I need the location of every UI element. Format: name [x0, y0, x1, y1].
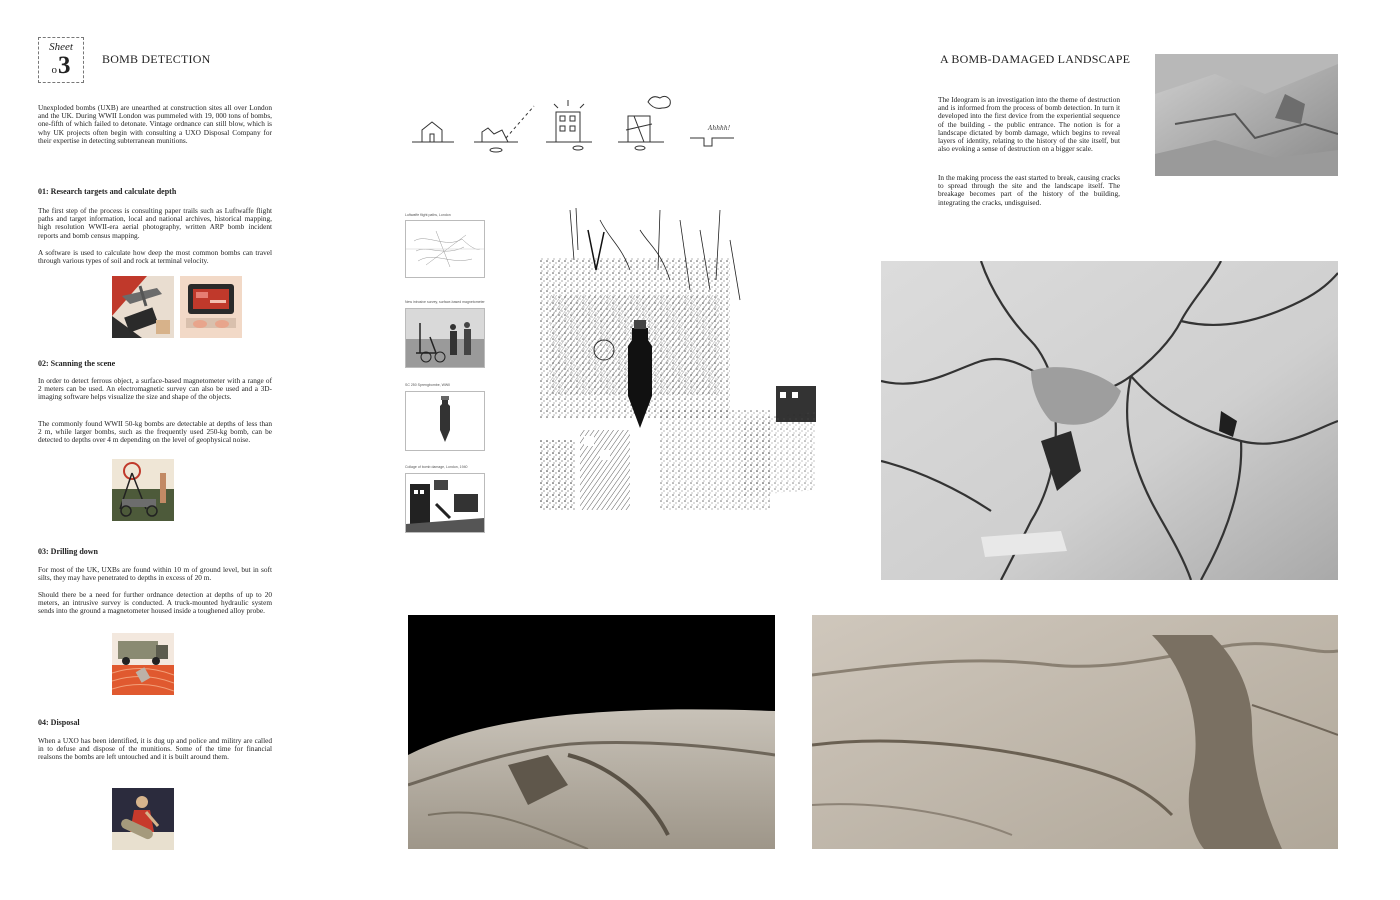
caption-magnetometer: New intrusive survey, surface-based magnetometer [405, 300, 485, 304]
section-2-paragraph-1: In order to detect ferrous object, a surface-based magnetometer with a range of 2 meters can be used. An electromagnetic survey can also be used and a 3D-imaging software helps visualize the size and shape of the objects. [38, 376, 272, 402]
model-photo-cracked-top [881, 261, 1338, 580]
illustration-drilling-truck [112, 633, 174, 695]
section-heading-4: 04: Disposal [38, 718, 80, 727]
model-photo-bottom-left [408, 615, 775, 849]
sheet-label: Sheet [49, 41, 73, 53]
section-heading-1: 01: Research targets and calculate depth [38, 187, 177, 196]
right-paragraph-1: The Ideogram is an investigation into the theme of destruction and is informed from the process of bomb detection. In turn it developed into the first device from the experiential sequence of the building - the public entrance. The notion is for a landscape dictated by bomb damage, which begins to reveal layers of identity, relating to the history of the site itself, but also evoking a sense of destruction on a bigger scale. [938, 95, 1120, 154]
model-photo-small [1155, 54, 1338, 176]
section-2-paragraph-2: The commonly found WWII 50-kg bombs are detectable at depths of less than 2 m, while larger bombs, such as the frequently used 250-kg bomb, can be detected to depths over 4 m depending on the level of geophysical noise. [38, 419, 272, 445]
sheet-badge [38, 37, 84, 83]
right-paragraph-2: In the making process the east started to break, causing cracks to spread through the site and the landscape itself. The breakage becomes part of the history of the building, integrating the cracks, undisguised. [938, 173, 1120, 207]
illustration-magnetometer [112, 459, 174, 521]
bomb-collage-drawing [540, 200, 820, 530]
photo-bomb [405, 391, 485, 451]
sketch-sequence [408, 94, 748, 158]
illustration-flight-paths [112, 276, 174, 338]
section-4-paragraph-1: When a UXO has been identified, it is dug up and police and militry are called in to defuse and dispose of the munitions. Some of the time for financial realsons the bombs are left untouched and it is built around them. [38, 736, 272, 762]
section-3-paragraph-1: For most of the UK, UXBs are found within 10 m of ground level, but in soft silts, they may have penetrated to depths in excess of 20 m. [38, 565, 272, 583]
section-3-paragraph-2: Should there be a need for further ordnance detection at depths of up to 20 meters, an intrusive survey is conducted. A truck-mounted hydraulic system sends into the ground a magnetometer housed inside a toughened alloy probe. [38, 590, 272, 616]
illustration-disposal [112, 788, 174, 850]
section-1-paragraph-1: The first step of the process is consulting paper trails such as Luftwaffe flight paths and target information, local and national archives, historical mapping, high resolution WWII-era aerial photography, written ARP bomb incident reports and bomb census mapping. [38, 206, 272, 240]
photo-bomb-damage-collage [405, 473, 485, 533]
sketch-annotation: Ahhhh! [708, 125, 731, 132]
intro-paragraph: Unexploded bombs (UXB) are unearthed at construction sites all over London and the UK. During WWII London was pummeled with 19, 000 tons of bombs, one-fifth of which failed to detonate. Vintage ordnance can still blow, which is why UK projects often begin with consulting a UXO Disposal Company for their expertise in detecting subterranean munitions. [38, 103, 272, 145]
illustration-computer [180, 276, 242, 338]
page-title-left: BOMB DETECTION [102, 52, 211, 66]
sheet-number: $^o$3 [51, 52, 71, 79]
section-heading-2: 02: Scanning the scene [38, 359, 116, 368]
photo-magnetometer-survey [405, 308, 485, 368]
caption-collage: Collage of bomb damage, London, 1940 [405, 465, 468, 469]
caption-flight-paths: Luftwaffe flight paths, London [405, 213, 451, 217]
section-heading-3: 03: Drilling down [38, 547, 99, 556]
map-flight-paths [405, 220, 485, 278]
caption-bomb: SC 250 Sprengbombe, WWII [405, 383, 451, 387]
page-title-right: A BOMB-DAMAGED LANDSCAPE [940, 52, 1131, 66]
model-photo-bottom-right [812, 615, 1338, 849]
section-1-paragraph-2: A software is used to calculate how deep the most common bombs can travel through various types of soil and rock at terminal velocity. [38, 248, 272, 266]
